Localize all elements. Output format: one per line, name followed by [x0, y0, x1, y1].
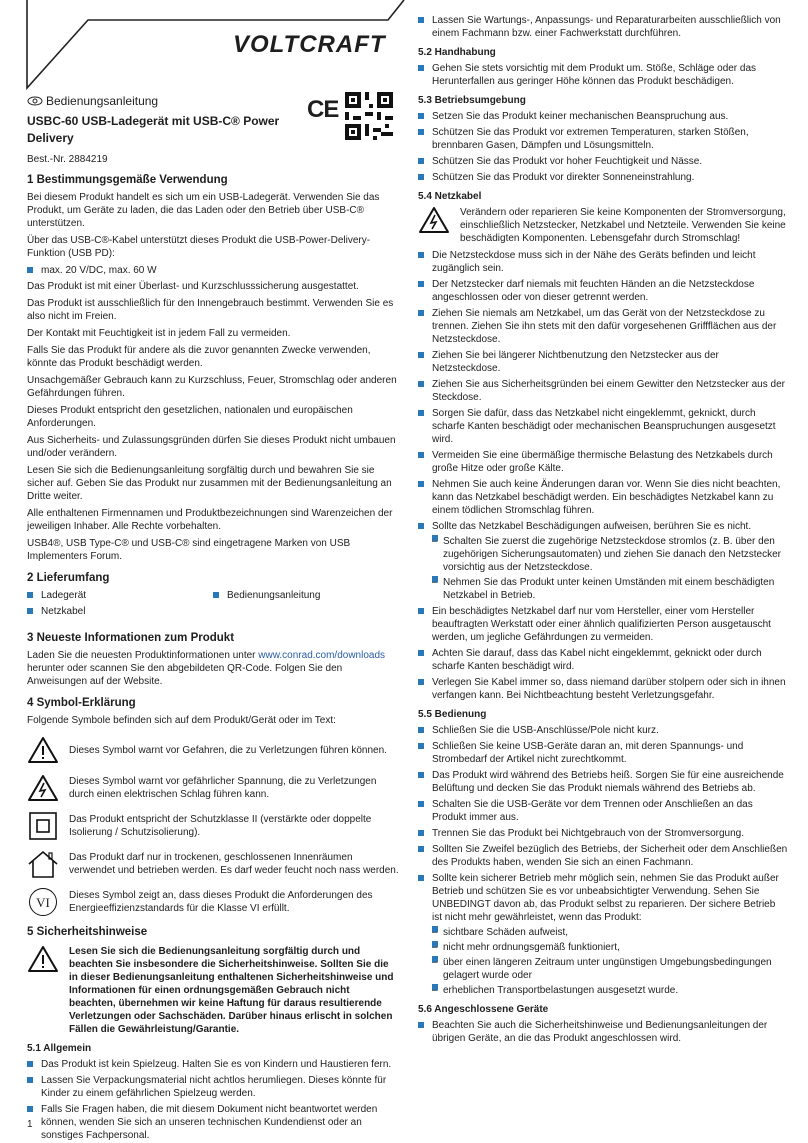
s1-p7: Unsachgemäßer Gebrauch kann zu Kurzschluss, Feuer, Stromschlag oder anderen Gefährdungen führen.: [27, 375, 397, 399]
high-voltage-icon: [27, 774, 59, 802]
s55-heading: 5.5 Bedienung: [418, 709, 487, 720]
high-voltage-icon: [418, 206, 450, 234]
symbol-text: Dieses Symbol warnt vor gefährlicher Spannung, die zu Verletzungen durch einen elektrischen Schlag führen kann.: [69, 776, 377, 800]
s3-post: herunter oder scannen Sie den abgebildeten QR-Code. Folgen Sie den Anweisungen auf der Website.: [27, 663, 343, 687]
cable-item: Ziehen Sie niemals am Netzkabel, um das Gerät von der Netzsteckdose zu trennen. Ziehen Sie ihn stets mit den dafür vorgesehenen Griffflächen aus der Netzsteckdose.: [418, 307, 788, 346]
right-body: [418, 14, 788, 1048]
s1-p2: Über das USB-C®-Kabel unterstützt dieses Produkt die USB-Power-Delivery-Funktion (USB PD):: [27, 235, 371, 259]
s4-intro: Folgende Symbole befinden sich auf dem Produkt/Gerät oder im Text:: [27, 715, 336, 726]
environment-item: Setzen Sie das Produkt keiner mechanischen Beanspruchung aus.: [418, 110, 788, 123]
download-link[interactable]: www.conrad.com/downloads: [258, 650, 386, 661]
s1-p3: Das Produkt ist mit einer Überlast- und Kurzschlusssicherung ausgestattet.: [27, 281, 359, 292]
section-2-heading: 2 Lieferumfang: [27, 572, 110, 584]
ce-mark: CE: [307, 96, 339, 123]
eye-icon: [27, 96, 43, 106]
delivery-list: [27, 589, 399, 623]
general-item: Das Produkt ist kein Spielzeug. Halten Sie es von Kindern und Haustieren fern.: [27, 1058, 399, 1071]
cable-warning: [418, 206, 788, 245]
cable-item: Die Netzsteckdose muss sich in der Nähe des Geräts befinden und leicht zugänglich sein.: [418, 249, 788, 275]
cable-subitem: – Schalten Sie zuerst die zugehörige Netzsteckdose stromlos (z. B. über den zugehörigen Sicherungsautomaten) und ziehen Sie danach den Netzstecker vorsichtig aus der Netzsteckdose.: [432, 535, 788, 574]
cable-warning-text: Verändern oder reparieren Sie keine Komponenten der Stromversorgung, einschließlich Netzstecker, Netzkabel und Netzteile. Verwenden Sie keine beschädigten Komponenten. Lebensgefahr durch Stromschlag!: [460, 207, 786, 244]
s1-bullet: max. 20 V/DC, max. 60 W: [27, 264, 399, 277]
s56-heading: 5.6 Angeschlossene Geräte: [418, 1004, 549, 1015]
qr-code: [345, 92, 393, 140]
warning-icon: [27, 945, 59, 973]
efficiency-class-vi-icon: VI: [29, 888, 57, 916]
s1-p12: USB4®, USB Type-C® und USB-C® sind eingetragene Marken von USB Implementers Forum.: [27, 538, 351, 562]
environment-item: Schützen Sie das Produkt vor direkter Sonneneinstrahlung.: [418, 171, 788, 184]
section-4-heading: 4 Symbol-Erklärung: [27, 697, 136, 709]
operation-item: [418, 872, 788, 997]
symbol-row: [27, 887, 399, 917]
handling-item: Gehen Sie stets vorsichtig mit dem Produkt um. Stöße, Schläge oder das Herunterfallen aus geringer Höhe können das Produkt beschädigen.: [418, 62, 788, 88]
environment-item: Schützen Sie das Produkt vor extremen Temperaturen, starken Stößen, brennbaren Gasen, Dämpfen und Lösungsmitteln.: [418, 126, 788, 152]
operation-item: Schalten Sie die USB-Geräte vor dem Trennen oder Anschließen an das Produkt immer aus.: [418, 798, 788, 824]
safety-warning: [27, 945, 399, 1036]
environment-item: Schützen Sie das Produkt vor hoher Feuchtigkeit und Nässe.: [418, 155, 788, 168]
cable-item: Ziehen Sie aus Sicherheitsgründen bei einem Gewitter den Netzstecker aus der Steckdose.: [418, 378, 788, 404]
s1-p5: Der Kontakt mit Feuchtigkeit ist in jedem Fall zu vermeiden.: [27, 328, 291, 339]
delivery-item: Ladegerät: [27, 589, 213, 602]
doc-title: USBC-60 USB-Ladegerät mit USB-C® Power Delivery: [27, 114, 280, 145]
doc-header: [27, 94, 307, 166]
protection-class-ii-icon: [28, 811, 58, 841]
operation-item: Schließen Sie die USB-Anschlüsse/Pole nicht kurz.: [418, 724, 788, 737]
general-item: Lassen Sie Verpackungsmaterial nicht achtlos herumliegen. Dieses könnte für Kinder zu einem gefährlichen Spielzeug werden.: [27, 1074, 399, 1100]
connected-devices-item: Beachten Sie auch die Sicherheitshinweise und Bedienungsanleitungen der übrigen Geräte, an die das Produkt angeschlossen wird.: [418, 1019, 788, 1045]
page-number: 1: [27, 1119, 33, 1130]
symbol-row: [27, 735, 399, 765]
operation-subitem: – sichtbare Schäden aufweist,: [432, 926, 788, 939]
operation-item: Schließen Sie keine USB-Geräte daran an, mit deren Spannungs- und Strombedarf der Artikel nicht zurechtkommt.: [418, 740, 788, 766]
operation-subitem: – nicht mehr ordnungsgemäß funktioniert,: [432, 941, 788, 954]
general-item: Lassen Sie Wartungs-, Anpassungs- und Reparaturarbeiten ausschließlich von einem Fachmann bzw. einer Fachwerkstatt durchführen.: [418, 14, 788, 40]
brand-logo: VOLTCRAFT: [233, 31, 386, 58]
symbol-row: [27, 811, 399, 841]
order-number: Best.-Nr. 2884219: [27, 154, 108, 165]
indoor-house-icon: [27, 849, 59, 879]
safety-warning-text: Lesen Sie sich die Bedienungsanleitung sorgfältig durch und beachten Sie insbesondere die Sicherheitshinweise. Sollten Sie die in dieser Bedienungsanleitung enthaltenen Sicherheitshinweise und Informationen für einen ordnungsgemäßen Gebrauch nicht beachten, übernehmen wir keine Haftung für daraus resultierende Verletzungen oder Sachschäden. Darüber hinaus erlischt in solchen Fällen die Gewährleistung/Garantie.: [69, 946, 394, 1035]
s1-p4: Das Produkt ist ausschließlich für den Innengebrauch bestimmt. Verwenden Sie es also nicht im Freien.: [27, 298, 394, 322]
operation-item: Trennen Sie das Produkt bei Nichtgebrauch von der Stromversorgung.: [418, 827, 788, 840]
s1-p8: Dieses Produkt entspricht den gesetzlichen, nationalen und europäischen Anforderungen.: [27, 405, 353, 429]
operation-item: Sollten Sie Zweifel bezüglich des Betriebs, der Sicherheit oder dem Anschließen des Produkts haben, wenden Sie sich an einen Fachmann.: [418, 843, 788, 869]
section-3-heading: 3 Neueste Informationen zum Produkt: [27, 632, 235, 644]
delivery-item: Bedienungsanleitung: [213, 589, 399, 602]
s3-pre: Laden Sie die neuesten Produktinformationen unter: [27, 650, 259, 661]
cable-item: Ziehen Sie bei längerer Nichtbenutzung den Netzstecker aus der Netzsteckdose.: [418, 349, 788, 375]
symbol-text: Das Produkt darf nur in trockenen, geschlossenen Innenräumen verwendet und betrieben werden. Es darf weder feucht noch nass werden.: [69, 852, 399, 876]
s54-heading: 5.4 Netzkabel: [418, 191, 482, 202]
s1-p9: Aus Sicherheits- und Zulassungsgründen dürfen Sie dieses Produkt nicht umbauen und/oder verändern.: [27, 435, 396, 459]
cable-item-text: Sollte das Netzkabel Beschädigungen aufweisen, berühren Sie es nicht.: [432, 521, 752, 532]
cable-item: Nehmen Sie auch keine Änderungen daran vor. Wenn Sie dies nicht beachten, kann das Netzkabel beschädigt werden. Ein beschädigtes Netzkabel kann zu einem tödlichen Stromschlag führen.: [418, 478, 788, 517]
operation-subitem: – über einen längeren Zeitraum unter ungünstigen Umgebungsbedingungen gelagert wurde oder: [432, 956, 788, 982]
operation-item: Das Produkt wird während des Betriebs heiß. Sorgen Sie für eine ausreichende Belüftung und decken Sie das Produkt niemals während des Betriebs ab.: [418, 769, 788, 795]
left-body: [27, 165, 399, 1143]
cable-item: Achten Sie darauf, dass das Kabel nicht eingeklemmt, geknickt oder durch scharfe Kanten beschädigt wird.: [418, 647, 788, 673]
symbol-row: [27, 773, 399, 803]
cable-item: [418, 520, 788, 602]
s1-p1: Bei diesem Produkt handelt es sich um ein USB-Ladegerät. Verwenden Sie das Produkt, um Geräte zu laden, die das Laden oder den Betrieb über USB-C® unterstützen.: [27, 192, 380, 229]
symbol-text: Dieses Symbol warnt vor Gefahren, die zu Verletzungen führen können.: [69, 744, 387, 756]
s51-heading: 5.1 Allgemein: [27, 1043, 92, 1054]
s1-p10: Lesen Sie sich die Bedienungsanleitung sorgfältig durch und bewahren Sie sie sicher auf. Geben Sie das Produkt nur zusammen mit der Bedienungsanleitung an Dritte weiter.: [27, 465, 392, 502]
delivery-item: Netzkabel: [27, 605, 213, 618]
symbol-row: [27, 849, 399, 879]
doc-type: Bedienungsanleitung: [46, 94, 159, 108]
s53-heading: 5.3 Betriebsumgebung: [418, 95, 526, 106]
s1-p11: Alle enthaltenen Firmennamen und Produktbezeichnungen sind Warenzeichen der jeweiligen Inhaber. Alle Rechte vorbehalten.: [27, 508, 393, 532]
warning-icon: [27, 736, 59, 764]
cable-item: Verlegen Sie Kabel immer so, dass niemand darüber stolpern oder sich in ihnen verfangen kann. Bei Nichtbeachtung besteht Verletzungsgefahr.: [418, 676, 788, 702]
section-1-heading: 1 Bestimmungsgemäße Verwendung: [27, 174, 228, 186]
s3-text: [27, 649, 399, 688]
cable-subitem: – Nehmen Sie das Produkt unter keinen Umständen mit einem beschädigten Netzkabel in Betrieb.: [432, 576, 788, 602]
cable-item: Sorgen Sie dafür, dass das Netzkabel nicht eingeklemmt, geknickt, durch scharfe Kanten beschädigt oder mechanischen Beanspruchungen ausgesetzt wird.: [418, 407, 788, 446]
s1-p6: Falls Sie das Produkt für andere als die zuvor genannten Zwecke verwenden, könnte das Produkt beschädigt werden.: [27, 345, 371, 369]
operation-item-text: Sollte kein sicherer Betrieb mehr möglich sein, nehmen Sie das Produkt außer Betrieb und schützen Sie es vor unbeabsichtigter Verwendung. Sehen Sie UNBEDINGT davon ab, das Produkt selbst zu reparieren. Der sichere Betrieb ist nicht mehr gewährleistet, wenn das Produkt:: [432, 873, 779, 923]
symbol-text: Das Produkt entspricht der Schutzklasse II (verstärkte oder doppelte Isolierung / Schutzisolierung).: [69, 814, 372, 838]
symbol-text: Dieses Symbol zeigt an, dass dieses Produkt die Anforderungen des Energieeffizienzstandards für die Klasse VI erfüllt.: [69, 890, 373, 914]
cable-item: Ein beschädigtes Netzkabel darf nur vom Hersteller, einer vom Hersteller beauftragten Werkstatt oder einer ähnlich qualifizierten Person ausgetauscht werden, um jegliche Gefährdungen zu vermeiden.: [418, 605, 788, 644]
section-5-heading: 5 Sicherheitshinweise: [27, 926, 148, 938]
operation-subitem: – erheblichen Transportbelastungen ausgesetzt wurde.: [432, 984, 788, 997]
cable-item: Der Netzstecker darf niemals mit feuchten Händen an die Netzsteckdose angeschlossen oder von dieser getrennt werden.: [418, 278, 788, 304]
cable-item: Vermeiden Sie eine übermäßige thermische Belastung des Netzkabels durch große Hitze oder große Kälte.: [418, 449, 788, 475]
general-item: Falls Sie Fragen haben, die mit diesem Dokument nicht beantwortet werden können, wenden Sie sich an unseren technischen Kundendienst oder an sonstiges Fachpersonal.: [27, 1103, 399, 1142]
s52-heading: 5.2 Handhabung: [418, 47, 496, 58]
